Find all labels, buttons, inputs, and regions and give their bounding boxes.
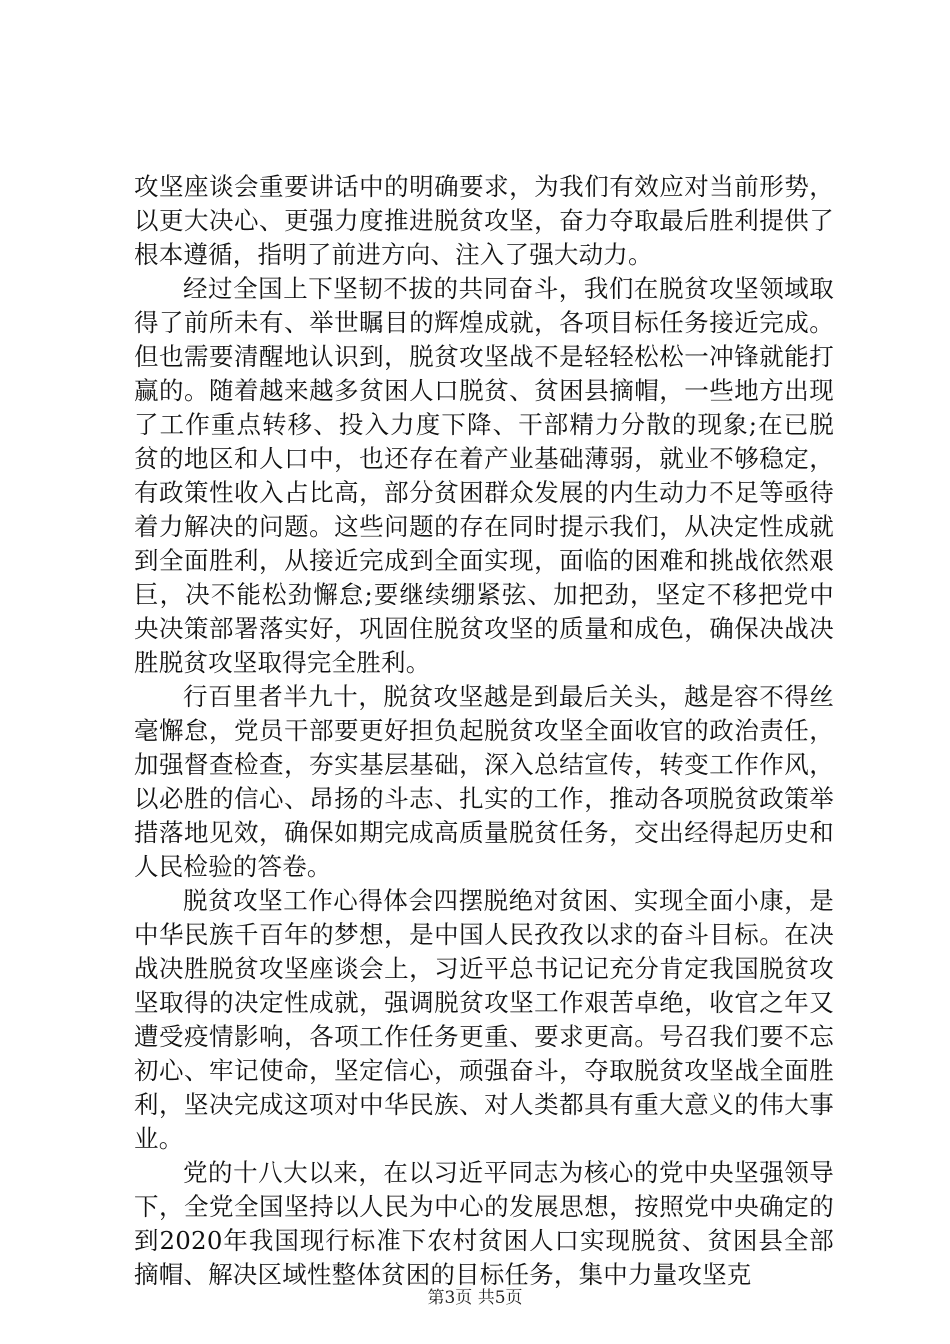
paragraph-4: 脱贫攻坚工作心得体会四摆脱绝对贫困、实现全面小康，是中华民族千百年的梦想，是中国人民孜孜以求的奋斗目标。在决战决胜脱贫攻坚座谈会上，习近平总书记记充分肯定我国脱贫攻坚取得的决定性成就，强调脱贫攻坚工作艰苦卓绝，收官之年又遭受疫情影响，各项工作任务更重、要求更高。号召我们要不忘初心、牢记使命，坚定信心，顽强奋斗，夺取脱贫攻坚战全面胜利，坚决完成这项对中华民族、对人类都具有重大意义的伟大事业。 bbox=[134, 886, 834, 1153]
paragraph-1: 攻坚座谈会重要讲话中的明确要求，为我们有效应对当前形势，以更大决心、更强力度推进脱贫攻坚，奋力夺取最后胜利提供了根本遵循，指明了前进方向、注入了强大动力。 bbox=[134, 172, 834, 269]
page-footer bbox=[0, 1287, 950, 1309]
paragraph-5: 党的十八大以来，在以习近平同志为核心的党中央坚强领导下，全党全国坚持以人民为中心的发展思想，按照党中央确定的到2020年我国现行标准下农村贫困人口实现脱贫、贫困县全部摘帽、解决区域性整体贫困的目标任务，集中力量攻坚克 bbox=[134, 1158, 834, 1289]
page-number-label: 第3页 共5页 bbox=[427, 1288, 523, 1308]
body-text bbox=[134, 170, 834, 1292]
paragraph-3: 行百里者半九十，脱贫攻坚越是到最后关头，越是容不得丝毫懈怠，党员干部要更好担负起脱贫攻坚全面收官的政治责任，加强督查检查，夯实基层基础，深入总结宣传，转变工作作风，以必胜的信心、昂扬的斗志、扎实的工作，推动各项脱贫政策举措落地见效，确保如期完成高质量脱贫任务，交出经得起历史和人民检验的答卷。 bbox=[134, 682, 834, 881]
paragraph-2: 经过全国上下坚韧不拔的共同奋斗，我们在脱贫攻坚领域取得了前所未有、举世瞩目的辉煌成就，各项目标任务接近完成。但也需要清醒地认识到，脱贫攻坚战不是轻轻松松一冲锋就能打赢的。随着越来越多贫困人口脱贫、贫困县摘帽，一些地方出现了工作重点转移、投入力度下降、干部精力分散的现象;在已脱贫的地区和人口中，也还存在着产业基础薄弱，就业不够稳定，有政策性收入占比高，部分贫困群众发展的内生动力不足等亟待着力解决的问题。这些问题的存在同时提示我们，从决定性成就到全面胜利，从接近完成到全面实现，面临的困难和挑战依然艰巨，决不能松劲懈怠;要继续绷紧弦、加把劲，坚定不移把党中央决策部署落实好，巩固住脱贫攻坚的质量和成色，确保决战决胜脱贫攻坚取得完全胜利。 bbox=[134, 274, 834, 677]
